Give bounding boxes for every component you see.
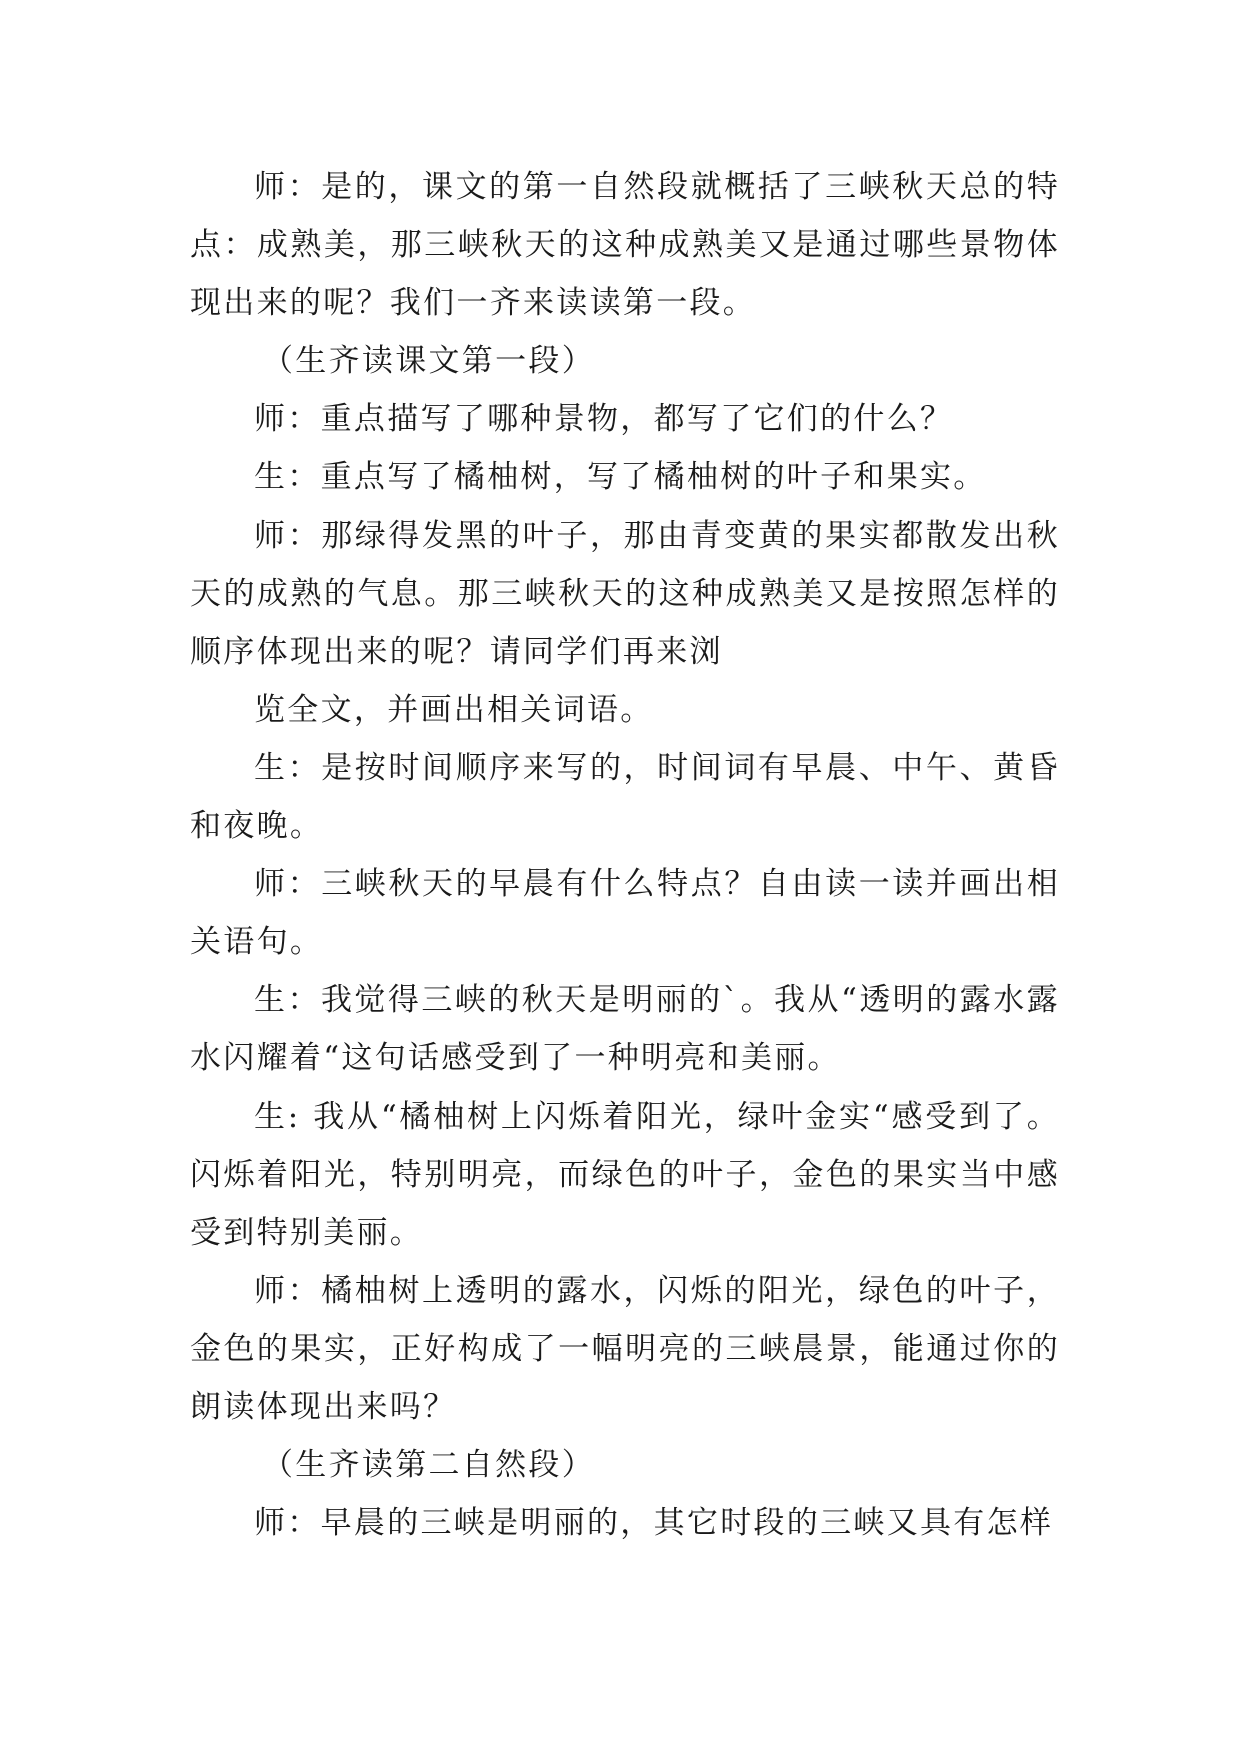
paragraph-stage-direction: （生齐读课文第一段） xyxy=(262,343,595,380)
paragraph-student-answer: 生：我觉得三峡的秋天是明丽的`。我从“透明的露水露水闪耀着“这句话感受到了一种明亮和美丽。 xyxy=(190,982,1060,1077)
paragraph-student-answer: 生: 我从“橘柚树上闪烁着阳光，绿叶金实“感受到了。闪烁着阳光，特别明亮，而绿色的叶子，金色的果实当中感受到特别美丽。 xyxy=(190,1098,1060,1251)
paragraph-student-answer: 生：是按时间顺序来写的，时间词有早晨、中午、黄昏和夜晚。 xyxy=(190,749,1060,845)
paragraph-teacher-question: 师：重点描写了哪种景物，都写了它们的什么？ xyxy=(254,401,954,438)
paragraph-student-answer: 生：重点写了橘柚树，写了橘柚树的叶子和果实。 xyxy=(254,459,987,496)
paragraph-teacher-explanation: 师：橘柚树上透明的露水，闪烁的阳光，绿色的叶子，金色的果实，正好构成了一幅明亮的三峡晨景，能通过你的朗读体现出来吗？ xyxy=(190,1272,1060,1425)
paragraph-stage-direction: （生齐读第二自然段） xyxy=(262,1447,595,1484)
paragraph-continuation: 览全文，并画出相关词语。 xyxy=(254,691,654,728)
paragraph-teacher-explanation: 师：那绿得发黑的叶子，那由青变黄的果实都散发出秋天的成熟的气息。那三峡秋天的这种成熟美又是按照怎样的顺序体现出来的呢？请同学们再来浏 xyxy=(190,517,1060,670)
document-body xyxy=(190,158,1060,1552)
paragraph-teacher-question: 师：早晨的三峡是明丽的，其它时段的三峡又具有怎样 xyxy=(254,1505,1054,1542)
paragraph-teacher-summary: 师：是的，课文的第一自然段就概括了三峡秋天总的特点：成熟美，那三峡秋天的这种成熟美又是通过哪些景物体现出来的呢？我们一齐来读读第一段。 xyxy=(190,169,1060,322)
paragraph-teacher-question: 师：三峡秋天的早晨有什么特点？自由读一读并画出相关语句。 xyxy=(190,866,1060,961)
